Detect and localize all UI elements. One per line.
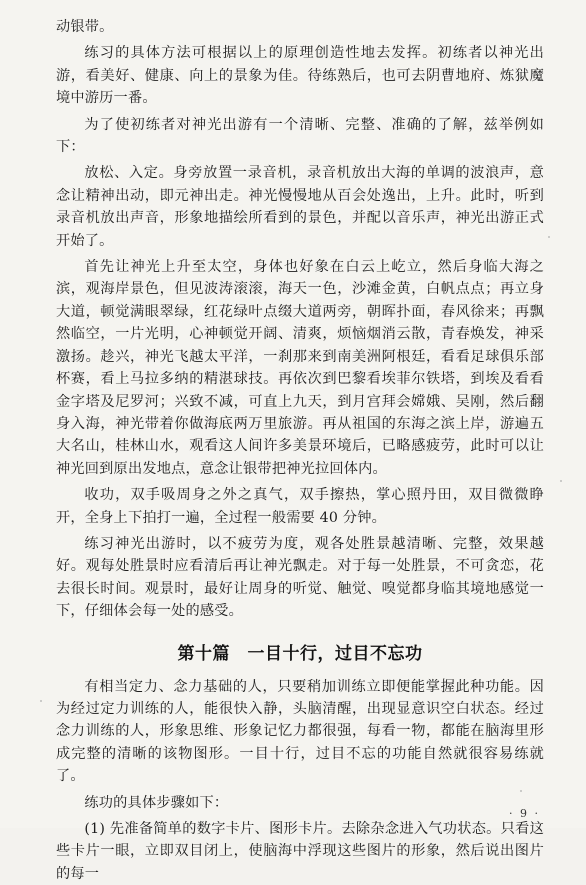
- paragraph-journey: 首先让神光上升至太空，身体也好象在白云上屹立，然后身临大海之滨，观海岸景色，但见波涛滚滚，海天一色，沙滩金黄，白帆点点；再立身大道，顿觉满眼翠绿，红花绿叶点缀大道两旁，朝晖扑面，春风徐来；再飘然临空，一片光明，心神顿觉开阔、清爽，烦恼烟消云散，青春焕发，神采激扬。趁兴，神光飞越太平洋，一刹那来到南美洲阿根廷，看看足球俱乐部杯赛，看上马拉多纳的精湛球技。再依次到巴黎看埃菲尔铁塔，到埃及看看金字塔及尼罗河；兴致不减，可直上九天，到月宫拜会嫦娥、吴刚，然后翻身入海，神光带着你做海底两万里旅游。再从祖国的东海之滨上岸，游遍五大名山，桂林山水，观看这人间许多美景环境后，已略感疲劳，此时可以让神光回到原出发地点，意念让银带把神光拉回体内。: [56, 259, 544, 477]
- section-title: 第十篇 一目十行，过目不忘功: [177, 643, 423, 664]
- page-number: · 9 ·: [509, 807, 540, 820]
- paragraph-section-intro: 有相当定力、念力基础的人，只要稍加训练立即便能掌握此种功能。因为经过定力训练的人，能很快入静，头脑清醒，出现显意识空白状态。经过念力训练的人，形象思维、形象记忆力都很强，每看一物，都能在脑海里形成完整的清晰的该物图形。一目十行，过目不忘的功能自然就很容易练就了。: [56, 678, 544, 785]
- paragraph-example-intro: 为了使初练者对神光出游有一个清晰、完整、准确的了解，兹举例如下：: [56, 116, 544, 156]
- scan-speck: [520, 790, 522, 792]
- paragraph-closing: 收功，双手吸周身之外之真气，双手擦热，掌心照丹田，双目微微睁开，全身上下拍打一遍，全过程一般需要 40 分钟。: [56, 487, 544, 526]
- paragraph-notes: 练习神光出游时，以不疲劳为度，观各处胜景越清晰、完整，效果越好。观每处胜景时应看清后再让神光飘走。对于每一处胜景，不可贪恋，花去很长时间。观景时，最好让周身的听觉、触觉、嗅觉都身临其境地感觉一下，仔细体会每一处的感受。: [56, 535, 544, 620]
- page-content: [56, 16, 544, 885]
- scan-speck: [560, 480, 562, 482]
- paragraph-step-1: (1) 先准备简单的数字卡片、图形卡片。去除杂念进入气功状态。只看这些卡片一眼，立即双目闭上，使脑海中浮现这些图片的形象，然后说出图片的每一: [56, 821, 544, 882]
- paragraph-continuation: 动银带。: [56, 19, 114, 35]
- scan-speck: [548, 236, 550, 238]
- scan-speck: [40, 700, 42, 702]
- paragraph-method: 练习的具体方法可根据以上的原理创造性地去发挥。初练者以神光出游，看美好、健康、向上的景象为佳。待练熟后，也可去阴曹地府、炼狱魔境中游历一番。: [56, 45, 544, 107]
- paragraph-steps-heading: 练功的具体步骤如下：: [84, 794, 229, 811]
- paragraph-relax: 放松、入定。身旁放置一录音机，录音机放出大海的单调的波浪声，意念让精神出动，即元神出走。神光慢慢地从百会处逸出，上升。此时，听到录音机放出声音，形象地描绘所看到的景色，并配以音乐声，神光出游正式开始了。: [56, 165, 544, 249]
